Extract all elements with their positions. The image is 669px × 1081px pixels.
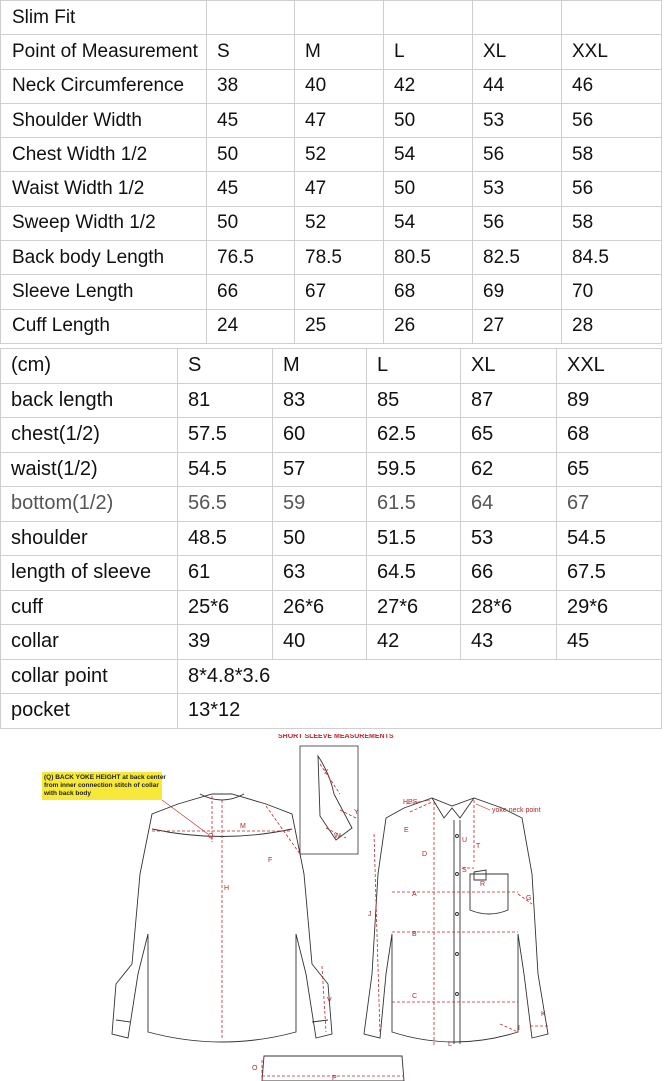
table-row <box>1 138 662 172</box>
table-cell: 67 <box>295 275 384 309</box>
table-cell: 63 <box>273 556 367 591</box>
table-cell: 50 <box>384 172 473 206</box>
row-label: waist(1/2) <box>1 452 178 487</box>
row-label: Shoulder Width <box>1 103 207 137</box>
label-m: M <box>240 823 246 830</box>
column-header: S <box>178 349 273 384</box>
table-row <box>1 556 662 591</box>
table-cell: 40 <box>295 69 384 103</box>
table-row <box>1 172 662 206</box>
table-cell: 66 <box>461 556 557 591</box>
column-header: L <box>384 35 473 69</box>
table-cell: 56 <box>562 172 662 206</box>
table-cell: 43 <box>461 625 557 660</box>
row-label: collar point <box>1 659 178 694</box>
short-sleeve-inset <box>300 746 359 854</box>
regular-table-footer <box>1 659 662 728</box>
table-cell: 24 <box>207 309 295 343</box>
table-cell: 44 <box>473 69 562 103</box>
table-cell: 59 <box>273 487 367 522</box>
short-sleeve-title: SHORT SLEEVE MEASUREMENTS <box>278 734 394 740</box>
table-row <box>1 590 662 625</box>
table-cell: 39 <box>178 625 273 660</box>
table-cell: 47 <box>295 172 384 206</box>
table-cell: 54 <box>384 138 473 172</box>
table-cell <box>473 1 562 35</box>
table-cell: 46 <box>562 69 662 103</box>
table-cell: 61.5 <box>367 487 461 522</box>
label-b: B <box>412 931 417 938</box>
table-cell: 58 <box>562 206 662 240</box>
table-row <box>1 69 662 103</box>
label-c: C <box>412 993 418 1000</box>
table-cell: 47 <box>295 103 384 137</box>
table-cell: 45 <box>557 625 662 660</box>
table-cell: 60 <box>273 418 367 453</box>
table-cell: 85 <box>367 383 461 418</box>
collar-detail-drawing <box>252 1056 404 1081</box>
label-d: D <box>422 851 428 858</box>
table-title-row <box>1 1 662 35</box>
label-j: J <box>368 911 372 918</box>
back-yoke-note-line: from inner connection stitch of collar <box>44 782 159 789</box>
table-cell: 53 <box>473 172 562 206</box>
label-v: V <box>327 997 332 1004</box>
column-header: XL <box>473 35 562 69</box>
row-label: Sleeve Length <box>1 275 207 309</box>
table-cell: 25*6 <box>178 590 273 625</box>
label-r: R <box>480 881 486 888</box>
table-cell: 69 <box>473 275 562 309</box>
table-cell: 53 <box>473 103 562 137</box>
label-e: E <box>404 827 409 834</box>
table-cell: 50 <box>207 206 295 240</box>
table-cell: 25 <box>295 309 384 343</box>
row-label: shoulder <box>1 521 178 556</box>
label-o: O <box>252 1065 258 1072</box>
row-label: Neck Circumference <box>1 69 207 103</box>
table-row <box>1 452 662 487</box>
table-cell: 28 <box>562 309 662 343</box>
table-cell: 58 <box>562 138 662 172</box>
table-cell: 64 <box>461 487 557 522</box>
table-cell: 84.5 <box>562 241 662 275</box>
row-label: pocket <box>1 694 178 729</box>
table-row <box>1 487 662 522</box>
table-cell: 57 <box>273 452 367 487</box>
back-shirt-drawing <box>112 794 332 1042</box>
table-cell: 27*6 <box>367 590 461 625</box>
table-row <box>1 625 662 660</box>
table-cell: 26*6 <box>273 590 367 625</box>
label-k: K <box>541 1011 546 1018</box>
table-cell: 65 <box>461 418 557 453</box>
label-p: P <box>332 1075 337 1081</box>
table-cell: 83 <box>273 383 367 418</box>
shirt-measurement-diagram <box>0 734 669 1081</box>
table-row <box>1 241 662 275</box>
table-cell: 52 <box>295 206 384 240</box>
table-row <box>1 383 662 418</box>
table-row <box>1 103 662 137</box>
table-cell: 45 <box>207 172 295 206</box>
table-row <box>1 206 662 240</box>
table-cell <box>207 1 295 35</box>
table-cell <box>384 1 473 35</box>
table-cell: 50 <box>207 138 295 172</box>
table-cell: 78.5 <box>295 241 384 275</box>
column-header: S <box>207 35 295 69</box>
table-cell: 61 <box>178 556 273 591</box>
table-cell: 65 <box>557 452 662 487</box>
column-header: Point of Measurement <box>1 35 207 69</box>
table-row <box>1 694 662 729</box>
table-cell: 62 <box>461 452 557 487</box>
yoke-neck-point-label: yoke neck point <box>492 807 541 814</box>
back-yoke-note-line: with back body <box>44 790 91 797</box>
label-q: Q <box>208 833 214 840</box>
label-h: H <box>224 885 230 892</box>
table-cell: 29*6 <box>557 590 662 625</box>
table-cell: 64.5 <box>367 556 461 591</box>
regular-size-table <box>0 348 661 734</box>
back-yoke-note-line: (Q) BACK YOKE HEIGHT at back center <box>44 774 166 781</box>
table-header-row <box>1 35 662 69</box>
table-cell <box>562 1 662 35</box>
slim-fit-size-table <box>0 0 661 337</box>
row-label: Back body Length <box>1 241 207 275</box>
pocket-value: 13*12 <box>178 694 662 729</box>
table-cell: 66 <box>207 275 295 309</box>
row-label: Chest Width 1/2 <box>1 138 207 172</box>
table-cell: 54.5 <box>178 452 273 487</box>
table-cell: 56 <box>473 206 562 240</box>
table-cell: 67.5 <box>557 556 662 591</box>
table-header-row <box>1 349 662 384</box>
table-cell: 87 <box>461 383 557 418</box>
table-cell: 45 <box>207 103 295 137</box>
table-cell: 50 <box>273 521 367 556</box>
table-cell: 38 <box>207 69 295 103</box>
label-w: W <box>334 833 341 840</box>
label-y: Y <box>354 809 359 816</box>
slim-fit-table-body <box>1 1 662 344</box>
label-f: F <box>268 857 273 864</box>
table-cell: 56 <box>562 103 662 137</box>
table-cell: 50 <box>384 103 473 137</box>
row-label: Waist Width 1/2 <box>1 172 207 206</box>
table-cell: 59.5 <box>367 452 461 487</box>
column-header: M <box>273 349 367 384</box>
table-cell: 81 <box>178 383 273 418</box>
table-cell: 68 <box>384 275 473 309</box>
table-row <box>1 659 662 694</box>
row-label: chest(1/2) <box>1 418 178 453</box>
label-t: T <box>476 843 481 850</box>
table-cell: 40 <box>273 625 367 660</box>
hps-label: HPS <box>403 799 418 806</box>
table-cell: 56.5 <box>178 487 273 522</box>
label-i: I <box>518 1025 520 1032</box>
table-cell: 68 <box>557 418 662 453</box>
column-header: XXL <box>557 349 662 384</box>
table-title: Slim Fit <box>1 1 207 35</box>
column-header: XL <box>461 349 557 384</box>
row-label: back length <box>1 383 178 418</box>
column-header: L <box>367 349 461 384</box>
regular-table-body <box>1 349 662 660</box>
table-cell: 67 <box>557 487 662 522</box>
back-yoke-note <box>42 772 166 800</box>
table-row <box>1 418 662 453</box>
label-a: A <box>412 891 417 898</box>
table-cell: 57.5 <box>178 418 273 453</box>
table-cell: 82.5 <box>473 241 562 275</box>
label-u: U <box>462 837 468 844</box>
table-cell: 56 <box>473 138 562 172</box>
table-cell <box>295 1 384 35</box>
column-header: (cm) <box>1 349 178 384</box>
table-cell: 89 <box>557 383 662 418</box>
table-cell: 54 <box>384 206 473 240</box>
label-x: X <box>324 769 329 776</box>
table-cell: 42 <box>384 69 473 103</box>
table-cell: 70 <box>562 275 662 309</box>
label-s: S <box>462 867 467 874</box>
table-cell: 76.5 <box>207 241 295 275</box>
row-label: Sweep Width 1/2 <box>1 206 207 240</box>
table-row <box>1 275 662 309</box>
table-cell: 54.5 <box>557 521 662 556</box>
front-shirt-drawing <box>364 798 548 1048</box>
column-header: M <box>295 35 384 69</box>
table-cell: 26 <box>384 309 473 343</box>
table-row <box>1 521 662 556</box>
label-g: G <box>526 895 532 902</box>
table-cell: 27 <box>473 309 562 343</box>
table-cell: 62.5 <box>367 418 461 453</box>
row-label: cuff <box>1 590 178 625</box>
table-cell: 52 <box>295 138 384 172</box>
table-cell: 80.5 <box>384 241 473 275</box>
row-label: length of sleeve <box>1 556 178 591</box>
row-label: Cuff Length <box>1 309 207 343</box>
table-cell: 51.5 <box>367 521 461 556</box>
collar-point-value: 8*4.8*3.6 <box>178 659 662 694</box>
row-label: collar <box>1 625 178 660</box>
table-cell: 53 <box>461 521 557 556</box>
label-l: L <box>448 1041 452 1048</box>
row-label: bottom(1/2) <box>1 487 178 522</box>
column-header: XXL <box>562 35 662 69</box>
table-row <box>1 309 662 343</box>
table-cell: 48.5 <box>178 521 273 556</box>
table-cell: 28*6 <box>461 590 557 625</box>
table-cell: 42 <box>367 625 461 660</box>
